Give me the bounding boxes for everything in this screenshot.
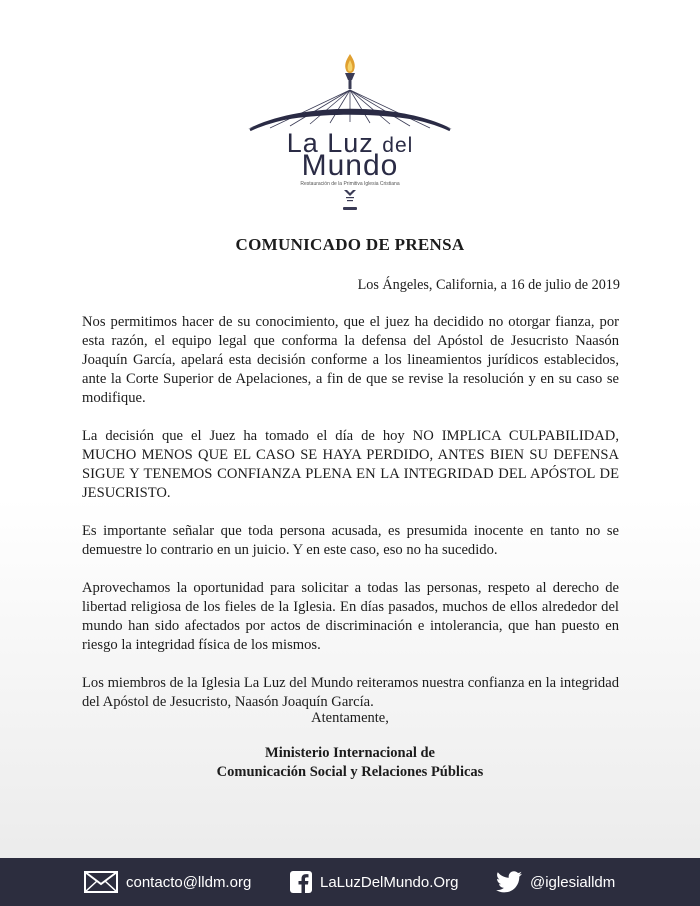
logo-tagline: Restauración de la Primitiva Iglesia Cristiana [300, 181, 400, 187]
signature-line-1: Ministerio Internacional de [265, 745, 435, 761]
paragraph-5: Los miembros de la Iglesia La Luz del Mundo reiteramos nuestra confianza en la integridad del Apóstol de Jesucristo, Naasón Joaquín García. [82, 675, 619, 710]
paragraph-4: Aprovechamos la oportunidad para solicitar a todas las personas, respeto al derecho de libertad religiosa de los fieles de la Iglesia. En días pasados, muchos de ellos alrededor del mundo han sido afectados por actos de discriminación e intolerancia, que han puesto en riesgo la integridad física de los mismos. [82, 580, 619, 653]
footer-twitter[interactable] [496, 858, 615, 906]
twitter-bird-icon [496, 871, 522, 893]
facebook-icon [290, 871, 312, 893]
footer-facebook-text: LaLuzDelMundo.Org [320, 873, 459, 891]
signature-block [0, 744, 700, 782]
torch-flame-icon [345, 54, 355, 89]
envelope-icon [84, 871, 118, 893]
dateline: Los Ángeles, California, a 16 de julio de 2019 [357, 277, 620, 293]
logo-title-big: La Luz [286, 128, 374, 158]
logo-title-line2: Mundo [301, 149, 399, 182]
emblem-icon [343, 190, 357, 210]
paragraph-3: Es importante señalar que toda persona acusada, es presumida inocente en tanto no se demuestre lo contrario en un juicio. Y en este caso, eso no ha sucedido. [82, 523, 619, 558]
press-release-body [82, 313, 619, 731]
page-title: COMUNICADO DE PRENSA [235, 235, 465, 254]
footer-email[interactable] [84, 858, 251, 906]
footer-twitter-text: @iglesialldm [530, 873, 616, 891]
closing-salutation: Atentamente, [311, 710, 389, 726]
logo-title-small: del [382, 134, 414, 157]
footer-facebook[interactable] [290, 858, 458, 906]
signature-line-2: Comunicación Social y Relaciones Públicas [216, 764, 484, 780]
contact-footer [0, 858, 700, 906]
paragraph-1: Nos permitimos hacer de su conocimiento, que el juez ha decidido no otorgar fianza, por esta razón, el equipo legal que conforma la defensa del Apóstol de Jesucristo Naasón Joaquín García, apelará esta decisión conforme a los lineamientos jurídicos establecidos, ante la Corte Superior de Apelaciones, a fin de que se revise la resolución y en su caso se modifique. [82, 314, 619, 406]
footer-email-text: contacto@lldm.org [126, 873, 252, 891]
paragraph-2: La decisión que el Juez ha tomado el día de hoy NO IMPLICA CULPABILIDAD, MUCHO MENOS QUE EL CASO SE HAYA PERDIDO, ANTES BIEN SU DEFENSA SIGUE Y TENEMOS CONFIANZA PLENA EN LA INTEGRIDAD DEL APÓSTOL DE JESUCRISTO. [82, 428, 619, 501]
